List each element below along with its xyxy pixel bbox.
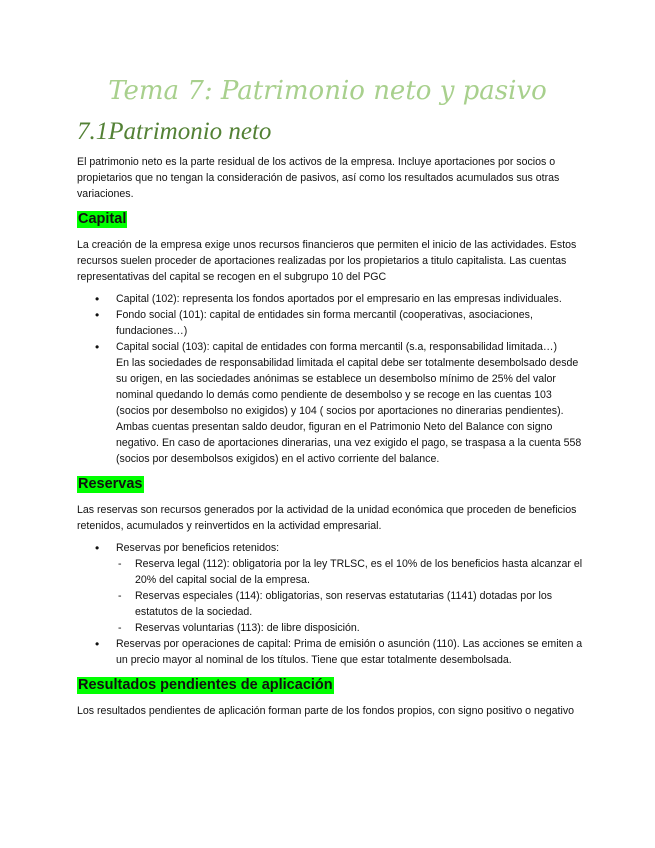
capital-paragraph: La creación de la empresa exige unos recursos financieros que permiten el inicio de las actividades. Estos recursos suelen proceder de aportaciones realizadas por los propietarios a titulo capitalista. Las cuentas representativas del capital se recogen en el subgrupo 10 del PGC <box>77 239 577 283</box>
capital-heading: Capital <box>78 211 127 227</box>
capital-list <box>77 291 587 467</box>
sub-list-item: - Reservas especiales (114): obligatorias, son reservas estatutarias (1141) dotadas por los estatutos de la sociedad. <box>77 588 587 620</box>
list-item-text: Reservas por beneficios retenidos: <box>116 542 280 554</box>
list-item: • Fondo social (101): capital de entidades sin forma mercantil (cooperativas, asociaciones, fundaciones…) <box>77 307 587 339</box>
document-body <box>77 154 587 719</box>
sub-list <box>116 556 587 636</box>
sub-list-item: - Reservas voluntarias (113): de libre disposición. <box>77 620 587 636</box>
resultados-heading: Resultados pendientes de aplicación <box>78 677 333 693</box>
list-item-text: Capital social (103): capital de entidades con forma mercantil (s.a, responsabilidad limitada…) <box>116 341 558 353</box>
list-item: • Capital (102): representa los fondos aportados por el empresario en las empresas individuales. <box>77 291 587 307</box>
sub-list-item: - Reserva legal (112): obligatoria por la ley TRLSC, es el 10% de los beneficios hasta alcanzar el 20% del capital social de la empresa. <box>77 556 587 588</box>
reservas-paragraph: Las reservas son recursos generados por la actividad de la unidad económica que proceden de beneficios retenidos, acumulados y reinvertidos en la actividad empresarial. <box>77 504 577 532</box>
resultados-paragraph: Los resultados pendientes de aplicación forman parte de los fondos propios, con signo positivo o negativo <box>77 705 575 717</box>
reservas-list <box>77 540 587 668</box>
list-item: • Reservas por operaciones de capital: Prima de emisión o asunción (110). Las acciones se emiten a un precio mayor al nominal de los títulos. Tiene que estar totalmente desembolsada. <box>77 636 587 668</box>
document-title: Tema 7: Patrimonio neto y pasivo <box>108 76 547 106</box>
list-item <box>77 339 587 467</box>
intro-paragraph: El patrimonio neto es la parte residual de los activos de la empresa. Incluye aportaciones por socios o propietarios que no tengan la consideración de pasivos, así como los resultados acumulados sus otras variaciones. <box>77 156 560 200</box>
section-heading: 7.1Patrimonio neto <box>77 118 272 145</box>
list-item-detail: En las sociedades de responsabilidad limitada el capital debe ser totalmente desembolsado desde su origen, en las sociedades anónimas se establece un desembolso mínimo de 25% del valor nominal quedando lo demás como pendiente de desembolso y se recoge en las cuentas 103 (socios por desembolso no exigidos) y 104 ( socios por aportaciones no dinerarias pendientes). Ambas cuentas presentan saldo deudor, figuran en el Patrimonio Neto del Balance con signo negativo. En caso de aportaciones dinerarias, una vez exigido el pago, se traspasa a la cuenta 558 (socios por desembolsos exigidos) en el activo corriente del balance. <box>116 357 582 465</box>
reservas-heading: Reservas <box>78 476 143 492</box>
list-item <box>77 540 587 636</box>
